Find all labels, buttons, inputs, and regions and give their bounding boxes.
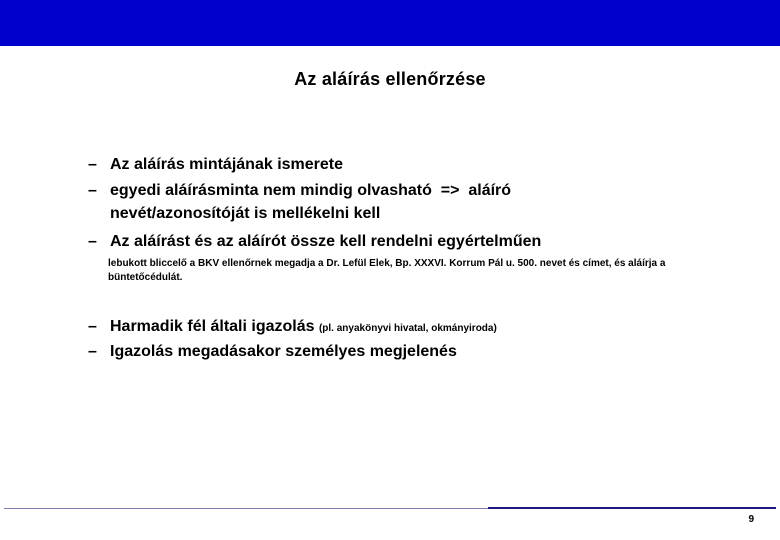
bullet-text-group (110, 316, 497, 340)
footer-line-accent (488, 507, 776, 509)
bullet-text: egyedi aláírásminta nem mindig olvasható => aláíró (110, 182, 512, 199)
bullet-text: Harmadik fél általi igazolás (110, 318, 319, 335)
bullet-text: Igazolás megadásakor személyes megjelenés (110, 343, 457, 360)
bullet-text: Az aláírás mintájának ismerete (110, 156, 344, 173)
bullet-dash: – (88, 156, 97, 173)
bullet-parenthetical: (pl. anyakönyvi hivatal, okmányiroda) (318, 323, 497, 334)
slide-title: Az aláírás ellenőrzése (294, 69, 486, 89)
bullet-continuation: nevét/azonosítóját is mellékelni kell (110, 205, 381, 222)
example-note: lebukott bliccelő a BKV ellenőrnek megadja a Dr. Lefül Elek, Bp. XXXVI. Korrum Pál u. 500. nevet és címet, és aláírja a büntetőcédulát. (108, 258, 666, 283)
page-number: 9 (748, 514, 754, 525)
bullet-dash: – (88, 343, 97, 360)
bullet-dash: – (88, 318, 97, 335)
bullet-dash: – (88, 182, 97, 199)
bullet-text: Az aláírást és az aláírót össze kell rendelni egyértelműen (110, 233, 542, 250)
top-bar (0, 0, 780, 46)
bullet-dash: – (88, 233, 97, 250)
